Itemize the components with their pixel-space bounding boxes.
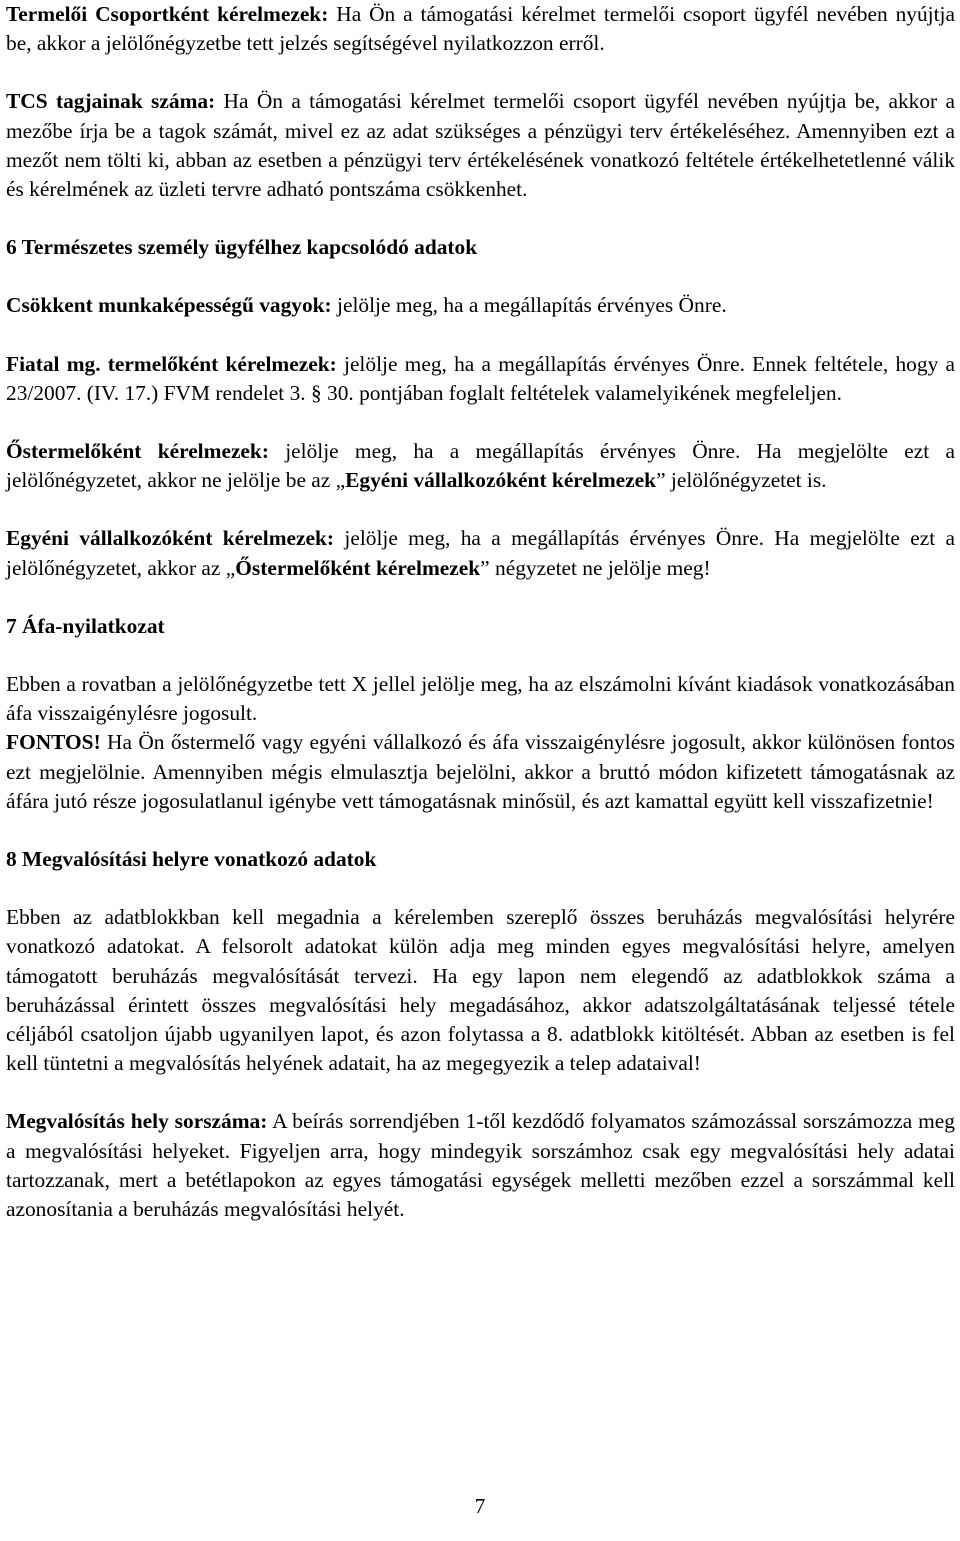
- page-number: 7: [474, 1494, 486, 1518]
- fiatal-label: Fiatal mg. termelőként kérelmezek:: [6, 351, 337, 376]
- egyeni-label: Egyéni vállalkozóként kérelmezek:: [6, 526, 335, 551]
- csokkent-text: jelölje meg, ha a megállapítás érvényes Önre.: [331, 293, 727, 318]
- ostermelo-label: Őstermelőként kérelmezek:: [6, 439, 269, 464]
- section-8-heading: 8 Megvalósítási helyre vonatkozó adatok: [6, 847, 377, 872]
- fontos-text: Ha Ön őstermelő vagy egyéni vállalkozó és áfa visszaigénylésre jogosult, akkor különösen fontos ezt megjelölnie. Amennyiben mégis elmulasztja bejelölni, akkor a bruttó módon kifizetett támogatásnak az áfára jutó része jogosulatlanul igénybe vett támogatásnak minősül, és azt kamattal együtt kell visszafizetnie!: [6, 730, 955, 813]
- sorszam-text: A beírás sorrendjében 1-től kezdődő folyamatos számozással sorszámozza meg a megvalósítási helyeket. Figyeljen arra, hogy mindegyik sorszámhoz csak egy megvalósítási hely adatai tartozzanak, mert a betétlapokon az egyes támogatási egységek melletti mezőben ezzel a sorszámmal kell azonosítania a beruházás megvalósítási helyét.: [6, 1109, 955, 1222]
- tcs-tagok-paragraph: [6, 87, 955, 204]
- csokkent-paragraph: [6, 291, 955, 320]
- afa-paragraph: Ebben a rovatban a jelölőnégyzetbe tett X jellel jelölje meg, ha az elszámolni kívánt kiadások vonatkozásában áfa visszaigénylésre jogosult.: [6, 672, 955, 726]
- sorszam-label: Megvalósítás hely sorszáma:: [6, 1109, 268, 1134]
- egyeni-reference: Őstermelőként kérelmezek: [235, 555, 481, 580]
- section-7-heading: 7 Áfa-nyilatkozat: [6, 613, 165, 638]
- tcs-tagok-text: Ha Ön a támogatási kérelmet termelői csoport ügyfél nevében nyújtja be, akkor a mezőbe írja be a tagok számát, mivel ez az adat szükséges a pénzügyi terv értékeléséhez. Amennyiben ezt a mezőt nem tölti ki, abban az esetben a pénzügyi terv értékelésének vonatkozó feltétele értékelhetetlenné válik és kérelmének az üzleti tervre adható pontszáma csökkenhet.: [6, 89, 955, 202]
- fontos-label: FONTOS!: [6, 730, 101, 755]
- fontos-paragraph: [6, 728, 955, 816]
- ostermelo-tail: ” jelölőnégyzetet is.: [656, 468, 827, 493]
- fiatal-paragraph: [6, 350, 955, 408]
- csokkent-label: Csökkent munkaképességű vagyok:: [6, 293, 332, 318]
- fiatal-text: jelölje meg, ha a megállapítás érvényes Önre. Ennek feltétele, hogy a 23/2007. (IV. 17.) FVM rendelet 3. § 30. pontjában foglalt feltételek valamelyikének megfeleljen.: [6, 351, 955, 405]
- egyeni-text: jelölje meg, ha a megállapítás érvényes Önre. Ha megjelölte ezt a jelölőnégyzetet, akkor az „: [6, 526, 955, 580]
- termeloi-label: Termelői Csoportként kérelmezek:: [6, 2, 329, 26]
- document-page: [6, 0, 955, 1224]
- megvalositasi-paragraph: Ebben az adatblokkban kell megadnia a kérelemben szereplő összes beruházás megvalósítási helyrére vonatkozó adatokat. A felsorolt adatokat külön adja meg minden egyes megvalósítási helyre, amelyen támogatott beruházás megvalósítását tervezi. Ha egy lapon nem elegendő az adatblokkok száma a beruházással érintett összes megvalósítási hely megadásához, akkor adatszolgáltatásának teljessé tétele céljából csatoljon újabb ugyanilyen lapot, és azon folytassa a 8. adatblokk kitöltését. Abban az esetben is fel kell tüntetni a megvalósítás helyének adatait, ha az megegyezik a telep adataival!: [6, 905, 955, 1076]
- section-6-heading: 6 Természetes személy ügyfélhez kapcsolódó adatok: [6, 235, 478, 260]
- ostermelo-paragraph: [6, 437, 955, 495]
- sorszam-paragraph: [6, 1107, 955, 1224]
- termeloi-paragraph: [6, 0, 955, 58]
- ostermelo-reference: Egyéni vállalkozóként kérelmezek: [345, 468, 657, 493]
- tcs-tagok-label: TCS tagjainak száma:: [6, 89, 216, 114]
- egyeni-paragraph: [6, 524, 955, 582]
- egyeni-tail: ” négyzetet ne jelölje meg!: [480, 555, 711, 580]
- termeloi-text: Ha Ön a támogatási kérelmet termelői csoport ügyfél nevében nyújtja be, akkor a jelölőnégyzetbe tett jelzés segítségével nyilatkozzon erről.: [6, 2, 955, 56]
- ostermelo-text: jelölje meg, ha a megállapítás érvényes Önre. Ha megjelölte ezt a jelölőnégyzetet, akkor ne jelölje be az „: [6, 439, 955, 493]
